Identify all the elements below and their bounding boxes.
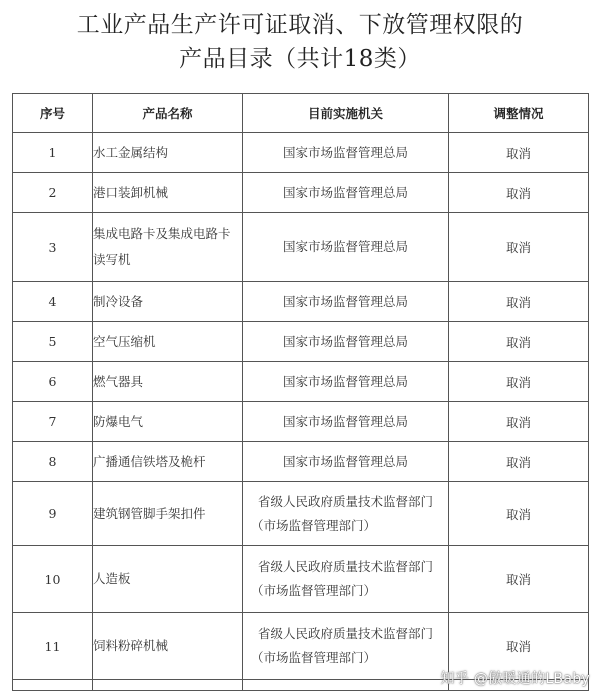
row-agency: 国家市场监督管理总局 [243, 322, 449, 362]
header-no: 序号 [13, 94, 93, 133]
table-row [13, 173, 589, 213]
row-product-name: 饲料粉碎机械 [93, 613, 243, 680]
row-status: 取消 [449, 133, 589, 173]
row-agency: 国家市场监督管理总局 [243, 402, 449, 442]
row-agency: 省级人民政府质量技术监督部门 （市场监督管理部门） [243, 613, 449, 680]
row-agency: 国家市场监督管理总局 [243, 362, 449, 402]
table-row [13, 282, 589, 322]
row-agency: 国家市场监督管理总局 [243, 173, 449, 213]
row-status: 取消 [449, 282, 589, 322]
row-status: 取消 [449, 402, 589, 442]
table-row [13, 322, 589, 362]
table-header-row [13, 94, 589, 133]
row-agency: 国家市场监督管理总局 [243, 442, 449, 482]
row-product-name: 建筑钢管脚手架扣件 [93, 482, 243, 546]
row-product-name: 制冷设备 [93, 282, 243, 322]
row-status: 取消 [449, 613, 589, 680]
row-no: 11 [13, 613, 93, 680]
row-no: 6 [13, 362, 93, 402]
row-status: 取消 [449, 213, 589, 282]
row-product-name: 人造板 [93, 546, 243, 613]
row-product-name: 燃气器具 [93, 362, 243, 402]
row-no: 8 [13, 442, 93, 482]
row-product-name: 空气压缩机 [93, 322, 243, 362]
row-no: 10 [13, 546, 93, 613]
row-no: 5 [13, 322, 93, 362]
table-row [13, 546, 589, 613]
row-status: 取消 [449, 362, 589, 402]
header-product-name: 产品名称 [93, 94, 243, 133]
header-agency: 目前实施机关 [243, 94, 449, 133]
table-row [13, 482, 589, 546]
row-agency: 省级人民政府质量技术监督部门 （市场监督管理部门） [243, 482, 449, 546]
row-product-name: 防爆电气 [93, 402, 243, 442]
table-row [13, 362, 589, 402]
row-no: 7 [13, 402, 93, 442]
title-line-1: 工业产品生产许可证取消、下放管理权限的 [76, 12, 524, 38]
title-line-2: 产品目录（共计18类） [179, 46, 421, 72]
row-no: 3 [13, 213, 93, 282]
table-row [13, 442, 589, 482]
row-no [13, 680, 93, 691]
table-row [13, 213, 589, 282]
row-agency [243, 680, 449, 691]
table-row [13, 133, 589, 173]
row-status: 取消 [449, 322, 589, 362]
row-agency: 国家市场监督管理总局 [243, 133, 449, 173]
row-status: 取消 [449, 482, 589, 546]
row-no: 2 [13, 173, 93, 213]
row-product-name: 集成电路卡及集成电路卡读写机 [93, 213, 243, 282]
row-status: 取消 [449, 546, 589, 613]
row-status: 取消 [449, 442, 589, 482]
row-agency: 国家市场监督管理总局 [243, 213, 449, 282]
row-product-name: 港口装卸机械 [93, 173, 243, 213]
document-title [0, 8, 600, 76]
header-status: 调整情况 [449, 94, 589, 133]
row-status: 取消 [449, 173, 589, 213]
row-product-name [93, 680, 243, 691]
row-no: 9 [13, 482, 93, 546]
product-catalog-table [12, 93, 589, 691]
watermark: 知乎 @傲暖通的LBaby [440, 671, 590, 687]
row-no: 1 [13, 133, 93, 173]
row-product-name: 水工金属结构 [93, 133, 243, 173]
table-row [13, 402, 589, 442]
row-agency: 省级人民政府质量技术监督部门 （市场监督管理部门） [243, 546, 449, 613]
row-no: 4 [13, 282, 93, 322]
row-agency: 国家市场监督管理总局 [243, 282, 449, 322]
row-product-name: 广播通信铁塔及桅杆 [93, 442, 243, 482]
